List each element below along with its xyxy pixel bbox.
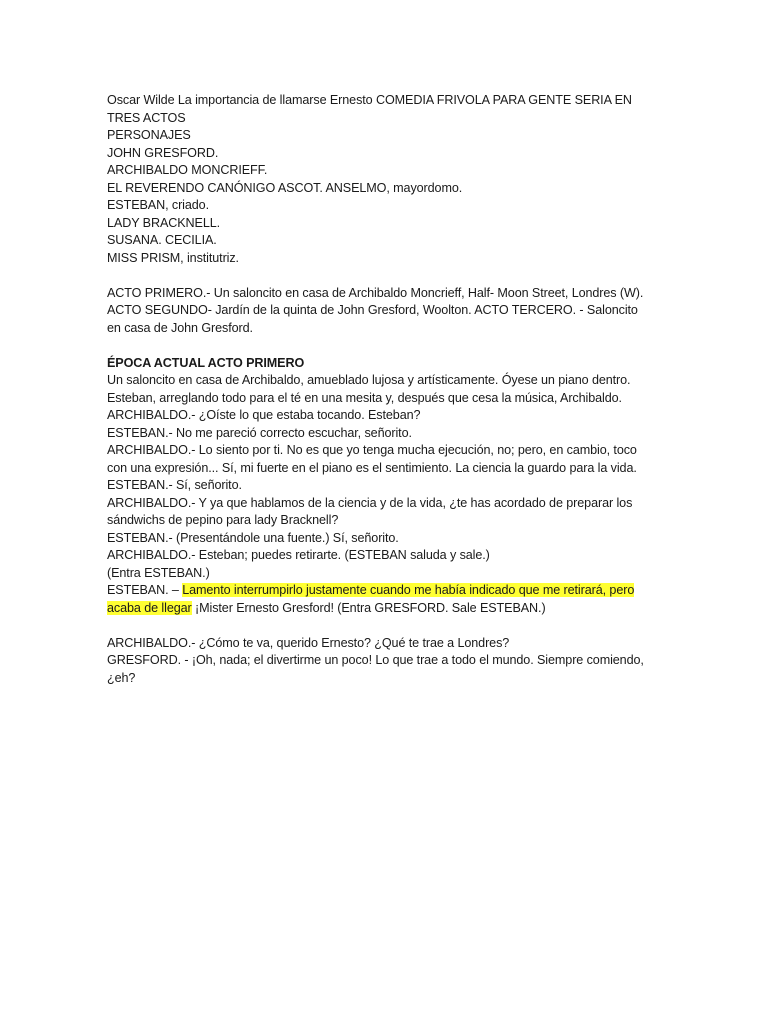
cast-item: ARCHIBALDO MONCRIEFF. <box>107 163 268 177</box>
cast-item: SUSANA. CECILIA. <box>107 233 217 247</box>
entry-speaker: ESTEBAN. – <box>107 583 183 597</box>
dialogue-line: ESTEBAN.- No me pareció correcto escuchar, señorito. <box>107 425 412 440</box>
dialogue-line: ESTEBAN.- (Presentándole una fuente.) Sí, señorito. <box>107 530 399 545</box>
act-line-2: ACTO SEGUNDO- Jardín de la quinta de John Gresford, Woolton. ACTO TERCERO. - Saloncito en casa de John Gresford. <box>107 303 638 335</box>
entry-rest: ¡Mister Ernesto Gresford! (Entra GRESFORD. Sale ESTEBAN.) <box>191 600 546 615</box>
dialogue-line: ARCHIBALDO.- Y ya que hablamos de la ciencia y de la vida, ¿te has acordado de preparar los sándwichs de pepino para lady Bracknell? <box>107 495 633 527</box>
cast-heading: PERSONAJES <box>107 128 191 142</box>
dialogue-line: ARCHIBALDO.- ¿Cómo te va, querido Ernesto? ¿Qué te trae a Londres? <box>107 635 510 650</box>
entry-paragraph <box>107 583 634 615</box>
entry-block <box>107 565 655 618</box>
dialogue-line: ARCHIBALDO.- Lo siento por ti. No es que yo tenga mucha ejecución, no; pero, en cambio, toco con una expresión... Sí, mi fuerte en el piano es el sentimiento. La ciencia la guardo para la vida. <box>107 443 637 475</box>
stage-direction: Un saloncito en casa de Archibaldo, amueblado lujosa y artísticamente. Óyese un piano dentro. Esteban, arreglando todo para el té en una mesita y, después que cesa la música, Archibaldo. <box>107 373 631 405</box>
cast-item: MISS PRISM, institutriz. <box>107 250 239 265</box>
document-body <box>107 92 655 687</box>
cast-item: EL REVERENDO CANÓNIGO ASCOT. ANSELMO, mayordomo. <box>107 180 463 195</box>
act-line-1: ACTO PRIMERO.- Un saloncito en casa de Archibaldo Moncrieff, Half- Moon Street, Londres (W). <box>107 285 644 300</box>
dialogue-line: ESTEBAN.- Sí, señorito. <box>107 478 242 492</box>
cast-item: ESTEBAN, criado. <box>107 198 209 212</box>
dialogue-line: ARCHIBALDO.- Esteban; puedes retirarte. (ESTEBAN saluda y sale.) <box>107 548 490 562</box>
title-line: Oscar Wilde La importancia de llamarse Ernesto COMEDIA FRIVOLA PARA GENTE SERIA EN TRES ACTOS <box>107 93 632 125</box>
section-heading: ÉPOCA ACTUAL ACTO PRIMERO <box>107 355 305 370</box>
cast-item: LADY BRACKNELL. <box>107 215 221 230</box>
dialogue-line: ARCHIBALDO.- ¿Oíste lo que estaba tocando. Esteban? <box>107 408 421 422</box>
acts-description <box>107 285 655 338</box>
entry-direction: (Entra ESTEBAN.) <box>107 565 210 580</box>
dialogue-line: GRESFORD. - ¡Oh, nada; el divertirme un poco! Lo que trae a todo el mundo. Siempre comiendo, ¿eh? <box>107 653 644 685</box>
highlighted-text: Lamento interrumpirlo justamente cuando me había indicado que me retirará, pero acaba de llegar <box>107 583 635 615</box>
cast-list <box>107 127 655 267</box>
cast-item: JOHN GRESFORD. <box>107 145 219 160</box>
